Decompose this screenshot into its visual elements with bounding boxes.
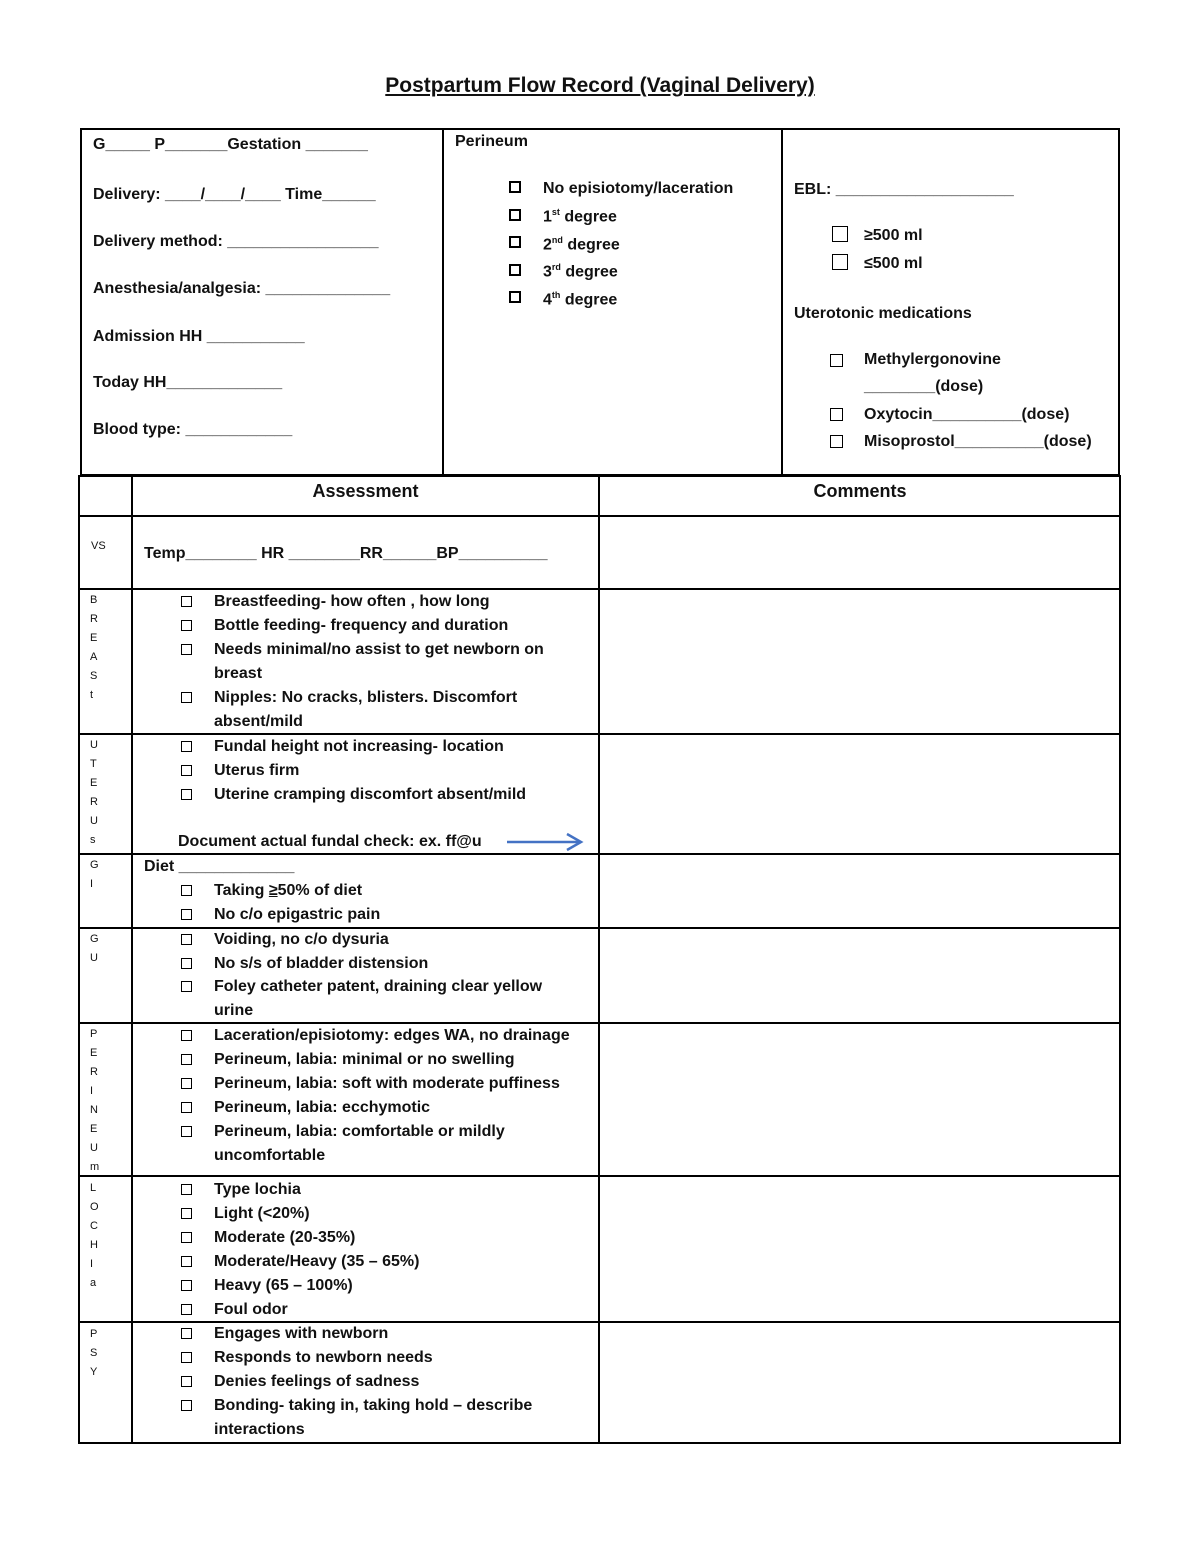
perineum-none-checkbox[interactable] [509,181,521,193]
engages-label: Engages with newborn [214,1325,389,1342]
nipples-checkbox[interactable] [181,692,192,703]
misoprostol-checkbox[interactable] [830,435,843,448]
row-line-perineum [79,1175,1120,1177]
nipples-label: Nipples: No cracks, blisters. Discomfort [214,689,518,706]
methylergonovine-checkbox[interactable] [830,354,843,367]
perineum-3rd-checkbox[interactable] [509,264,521,276]
light-label: Light (<20%) [214,1205,310,1222]
perineum-heading: Perineum [455,133,528,150]
heavy-label: Heavy (65 – 100%) [214,1277,353,1294]
assist-label: Needs minimal/no assist to get newborn on [214,641,544,658]
vitals-field[interactable]: Temp________ HR ________RR______BP__________ [144,545,548,562]
foley-label: Foley catheter patent, draining clear yellow [214,978,543,995]
engages-checkbox[interactable] [181,1328,192,1339]
row-line-gi [79,927,1120,929]
ecchymotic-label: Perineum, labia: ecchymotic [214,1099,431,1116]
moderate-heavy-checkbox[interactable] [181,1256,192,1267]
admission-hh-field[interactable]: Admission HH ___________ [93,328,305,345]
bladder-checkbox[interactable] [181,958,192,969]
moderate-label: Moderate (20-35%) [214,1229,356,1246]
table-col-2 [598,476,600,1443]
type-lochia-label: Type lochia [214,1181,301,1198]
ecchymotic-checkbox[interactable] [181,1102,192,1113]
perineum-2nd-checkbox[interactable] [509,236,521,248]
top-divider-2 [781,129,783,475]
type-lochia-checkbox[interactable] [181,1184,192,1195]
oxytocin-checkbox[interactable] [830,408,843,421]
perineum-1st-label: 1st degree [543,207,617,226]
taking-diet-checkbox[interactable] [181,885,192,896]
row-line-lochia [79,1321,1120,1323]
anesthesia-field[interactable]: Anesthesia/analgesia: ______________ [93,280,391,297]
perineum-3rd-label: 3rd degree [543,262,618,281]
uterus-firm-label: Uterus firm [214,762,300,779]
ebl-le500-checkbox[interactable] [832,254,848,270]
blood-type-field[interactable]: Blood type: ____________ [93,421,293,438]
today-hh-field[interactable]: Today HH_____________ [93,374,283,391]
perineum-side-label: P E R I N E U m [90,1028,100,1173]
breastfeeding-checkbox[interactable] [181,596,192,607]
assist-label-cont: breast [214,665,263,682]
uterus-firm-checkbox[interactable] [181,765,192,776]
fundal-height-label: Fundal height not increasing- location [214,738,504,755]
voiding-checkbox[interactable] [181,934,192,945]
assessment-header: Assessment [312,481,419,501]
breastfeeding-label: Breastfeeding- how often , how long [214,593,490,610]
light-checkbox[interactable] [181,1208,192,1219]
responds-checkbox[interactable] [181,1352,192,1363]
comments-header: Comments [813,481,907,501]
perineum-2nd-label: 2nd degree [543,235,620,254]
perineum-4th-label: 4th degree [543,290,618,309]
laceration-checkbox[interactable] [181,1030,192,1041]
swelling-label: Perineum, labia: minimal or no swelling [214,1051,515,1068]
delivery-method-field[interactable]: Delivery method: _________________ [93,233,379,250]
epigastric-checkbox[interactable] [181,909,192,920]
breast-side-label: B R E A S t [90,594,98,701]
ebl-ge500-label: ≥500 ml [864,227,923,244]
foley-checkbox[interactable] [181,981,192,992]
lochia-side-label: L O C H I a [90,1182,99,1289]
methylergonovine-label: Methylergonovine [864,351,1001,368]
uterotonic-heading: Uterotonic medications [794,305,972,322]
gi-side-label: G I [90,859,99,890]
top-divider-1 [442,129,444,475]
foul-odor-label: Foul odor [214,1301,288,1318]
bladder-label: No s/s of bladder distension [214,955,429,972]
nipples-label-cont: absent/mild [214,713,303,730]
bonding-label-cont: interactions [214,1421,305,1438]
cramping-checkbox[interactable] [181,789,192,800]
diet-field[interactable]: Diet _____________ [144,858,295,875]
bottle-feeding-checkbox[interactable] [181,620,192,631]
row-line-vs [79,588,1120,590]
gu-side-label: G U [90,933,99,964]
foul-odor-checkbox[interactable] [181,1304,192,1315]
misoprostol-label[interactable]: Misoprostol__________(dose) [864,433,1092,450]
oxytocin-label[interactable]: Oxytocin__________(dose) [864,406,1070,423]
puffiness-label: Perineum, labia: soft with moderate puffiness [214,1075,560,1092]
bonding-label: Bonding- taking in, taking hold – describe [214,1397,533,1414]
ebl-le500-label: ≤500 ml [864,255,923,272]
row-line-header [79,515,1120,517]
row-line-gu [79,1022,1120,1024]
uterus-side-label: U T E R U s [90,739,98,846]
perineum-none-label: No episiotomy/laceration [543,180,734,197]
methylergonovine-dose[interactable]: ________(dose) [864,378,984,395]
sadness-checkbox[interactable] [181,1376,192,1387]
fundal-height-checkbox[interactable] [181,741,192,752]
foley-label-cont: urine [214,1002,254,1019]
ebl-ge500-checkbox[interactable] [832,226,848,242]
voiding-label: Voiding, no c/o dysuria [214,931,389,948]
gp-field[interactable]: G_____ P_______Gestation _______ [93,136,368,153]
laceration-label: Laceration/episiotomy: edges WA, no drainage [214,1027,570,1044]
moderate-heavy-label: Moderate/Heavy (35 – 65%) [214,1253,420,1270]
responds-label: Responds to newborn needs [214,1349,433,1366]
bottle-feeding-label: Bottle feeding- frequency and duration [214,617,509,634]
psy-side-label: P S Y [90,1328,98,1378]
comfortable-checkbox[interactable] [181,1126,192,1137]
comfortable-label: Perineum, labia: comfortable or mildly [214,1123,505,1140]
row-line-uterus [79,853,1120,855]
vs-label: VS [91,540,106,552]
moderate-checkbox[interactable] [181,1232,192,1243]
assist-checkbox[interactable] [181,644,192,655]
cramping-label: Uterine cramping discomfort absent/mild [214,786,527,803]
perineum-4th-checkbox[interactable] [509,291,521,303]
perineum-1st-checkbox[interactable] [509,209,521,221]
bonding-checkbox[interactable] [181,1400,192,1411]
puffiness-checkbox[interactable] [181,1078,192,1089]
arrow-right-icon [505,832,585,852]
epigastric-label: No c/o epigastric pain [214,906,381,923]
page-title: Postpartum Flow Record (Vaginal Delivery) [385,74,815,97]
taking-diet-label: Taking ≥50% of diet [214,882,363,899]
delivery-date-field[interactable]: Delivery: ____/____/____ Time______ [93,186,376,203]
sadness-label: Denies feelings of sadness [214,1373,420,1390]
swelling-checkbox[interactable] [181,1054,192,1065]
comfortable-label-cont: uncomfortable [214,1147,326,1164]
heavy-checkbox[interactable] [181,1280,192,1291]
ebl-field[interactable]: EBL: ____________________ [794,181,1014,198]
row-line-breast [79,733,1120,735]
fundal-check-note: Document actual fundal check: ex. ff@u [178,833,482,850]
table-col-1 [131,476,133,1443]
